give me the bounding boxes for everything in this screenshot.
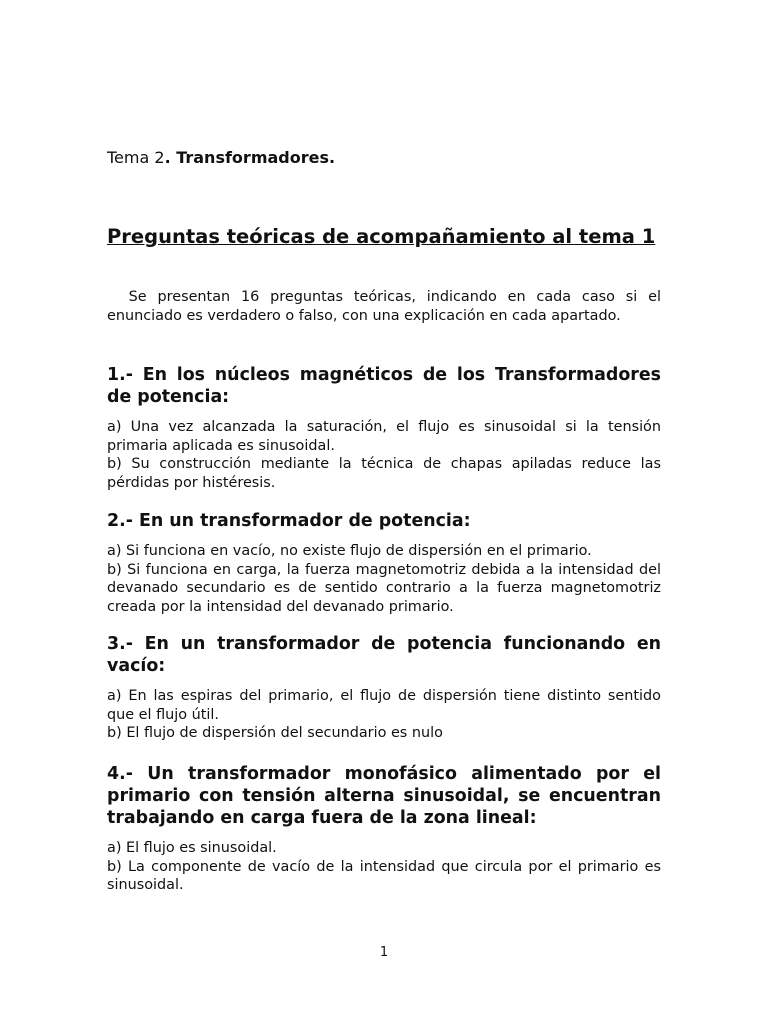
question-2 [107, 510, 661, 616]
question-answers [107, 839, 661, 895]
answer-option-a: a) Una vez alcanzada la saturación, el flujo es sinusoidal si la tensión primaria aplicada es sinusoidal. [107, 419, 661, 454]
question-answers [107, 418, 661, 492]
question-answers [107, 687, 661, 743]
page-number: 1 [379, 945, 389, 960]
question-4 [107, 763, 661, 895]
question-heading: 1.- En los núcleos magnéticos de los Transformadores de potencia: [107, 365, 661, 407]
answer-option-a: a) En las espiras del primario, el flujo de dispersión tiene distinto sentido que el flujo útil. [107, 688, 661, 723]
intro-paragraph: Se presentan 16 preguntas teóricas, indicando en cada caso si el enunciado es verdadero o falso, con una explicación en cada apartado. [107, 289, 666, 324]
question-heading: 2.- En un transformador de potencia: [107, 511, 471, 531]
title-main: . Transformadores. [164, 148, 336, 167]
answer-option-a: a) Si funciona en vacío, no existe flujo de dispersión en el primario. [107, 543, 592, 559]
question-heading: 3.- En un transformador de potencia funcionando en vacío: [107, 634, 661, 676]
answer-option-a: a) El flujo es sinusoidal. [107, 840, 277, 856]
question-answers [107, 542, 661, 616]
title-prefix: Tema 2 [107, 148, 165, 167]
answer-option-b: b) La componente de vacío de la intensidad que circula por el primario es sinusoidal. [107, 858, 661, 893]
answer-option-b: b) Su construcción mediante la técnica de chapas apiladas reduce las pérdidas por histéresis. [107, 456, 661, 491]
question-heading: 4.- Un transformador monofásico alimentado por el primario con tensión alterna sinusoidal, se encuentran trabajando en carga fuera de la zona lineal: [107, 764, 661, 828]
question-1 [107, 364, 661, 492]
answer-option-b: b) Si funciona en carga, la fuerza magnetomotriz debida a la intensidad del devanado secundario es de sentido contrario a la fuerza magnetomotriz creada por la intensidad del devanado primario. [107, 561, 661, 615]
document-title [107, 147, 335, 169]
document-subtitle: Preguntas teóricas de acompañamiento al tema 1 [107, 225, 656, 248]
answer-option-b: b) El flujo de dispersión del secundario es nulo [107, 725, 443, 741]
question-3 [107, 633, 661, 743]
